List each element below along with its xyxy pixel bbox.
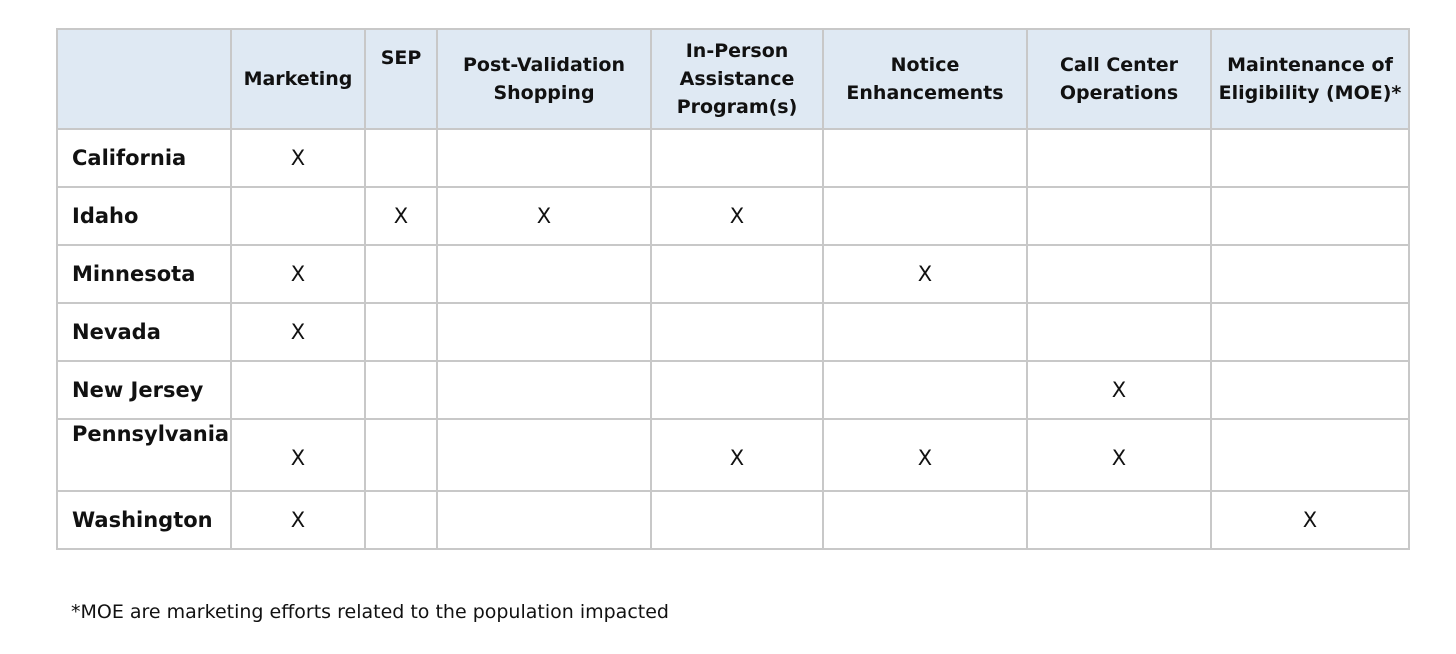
row-state-name: Washington	[57, 491, 231, 549]
table-cell	[437, 491, 651, 549]
table-cell	[1027, 129, 1211, 187]
table-cell	[365, 303, 437, 361]
row-state-name: California	[57, 129, 231, 187]
header-call-center-operations-label: Call Center Operations	[1059, 54, 1179, 104]
header-sep-label: SEP	[380, 47, 422, 69]
table-row-minnesota	[57, 245, 1409, 303]
table-cell	[365, 129, 437, 187]
table-cell: X	[1027, 419, 1211, 491]
row-state-name: Idaho	[57, 187, 231, 245]
table-cell: X	[651, 419, 823, 491]
table-cell	[437, 303, 651, 361]
table-cell: X	[823, 419, 1027, 491]
row-state-name: Pennsylvania	[57, 419, 231, 491]
table-cell	[651, 129, 823, 187]
table-cell	[231, 361, 365, 419]
table-cell	[1027, 245, 1211, 303]
header-post-validation-shopping-label: Post-Validation Shopping	[463, 54, 625, 104]
table-cell	[365, 361, 437, 419]
table-cell: X	[437, 187, 651, 245]
table-row-pennsylvania	[57, 419, 1409, 491]
table-header	[57, 29, 1409, 129]
table-cell	[651, 491, 823, 549]
table-cell	[651, 303, 823, 361]
table-cell	[1211, 187, 1409, 245]
table-row-california	[57, 129, 1409, 187]
table-cell: X	[231, 245, 365, 303]
header-call-center-operations	[1027, 29, 1211, 129]
table-cell	[1027, 303, 1211, 361]
row-state-name: Nevada	[57, 303, 231, 361]
header-marketing-label: Marketing	[243, 68, 353, 90]
table-cell	[437, 361, 651, 419]
footnote: *MOE are marketing efforts related to the population impacted	[71, 601, 669, 623]
header-maintenance-of-eligibility	[1211, 29, 1409, 129]
table-cell	[437, 419, 651, 491]
table-cell	[823, 491, 1027, 549]
table-cell	[365, 491, 437, 549]
table-cell: X	[231, 419, 365, 491]
header-sep	[365, 29, 437, 129]
table-cell	[437, 245, 651, 303]
table-row-washington	[57, 491, 1409, 549]
row-state-name: New Jersey	[57, 361, 231, 419]
header-post-validation-shopping	[437, 29, 651, 129]
table-cell: X	[231, 129, 365, 187]
table-body	[57, 129, 1409, 549]
table-row-new-jersey	[57, 361, 1409, 419]
table-cell	[1211, 129, 1409, 187]
table-cell: X	[1211, 491, 1409, 549]
table-cell: X	[1027, 361, 1211, 419]
table-cell	[1211, 419, 1409, 491]
table-cell	[651, 361, 823, 419]
state-efforts-table	[56, 28, 1410, 550]
table-cell	[823, 361, 1027, 419]
header-in-person-assistance	[651, 29, 823, 129]
table-cell	[1211, 361, 1409, 419]
table-cell	[1211, 245, 1409, 303]
table-cell	[365, 245, 437, 303]
table-cell	[1027, 491, 1211, 549]
table-cell	[823, 303, 1027, 361]
header-in-person-assistance-label: In-Person Assistance Program(s)	[676, 40, 798, 118]
table-cell: X	[651, 187, 823, 245]
table-cell: X	[823, 245, 1027, 303]
table-cell: X	[231, 491, 365, 549]
header-marketing	[231, 29, 365, 129]
table-cell	[651, 245, 823, 303]
table-cell: X	[365, 187, 437, 245]
table-cell	[1211, 303, 1409, 361]
table-cell	[823, 187, 1027, 245]
header-notice-enhancements	[823, 29, 1027, 129]
table-cell	[365, 419, 437, 491]
header-row	[57, 29, 1409, 129]
table-cell	[437, 129, 651, 187]
table-row-idaho	[57, 187, 1409, 245]
table-cell: X	[231, 303, 365, 361]
table-cell	[823, 129, 1027, 187]
header-maintenance-of-eligibility-label: Maintenance of Eligibility (MOE)*	[1218, 54, 1402, 104]
row-state-name: Minnesota	[57, 245, 231, 303]
table-row-nevada	[57, 303, 1409, 361]
table-cell	[231, 187, 365, 245]
header-corner-cell	[57, 29, 231, 129]
table-cell	[1027, 187, 1211, 245]
header-notice-enhancements-label: Notice Enhancements	[846, 54, 1004, 104]
